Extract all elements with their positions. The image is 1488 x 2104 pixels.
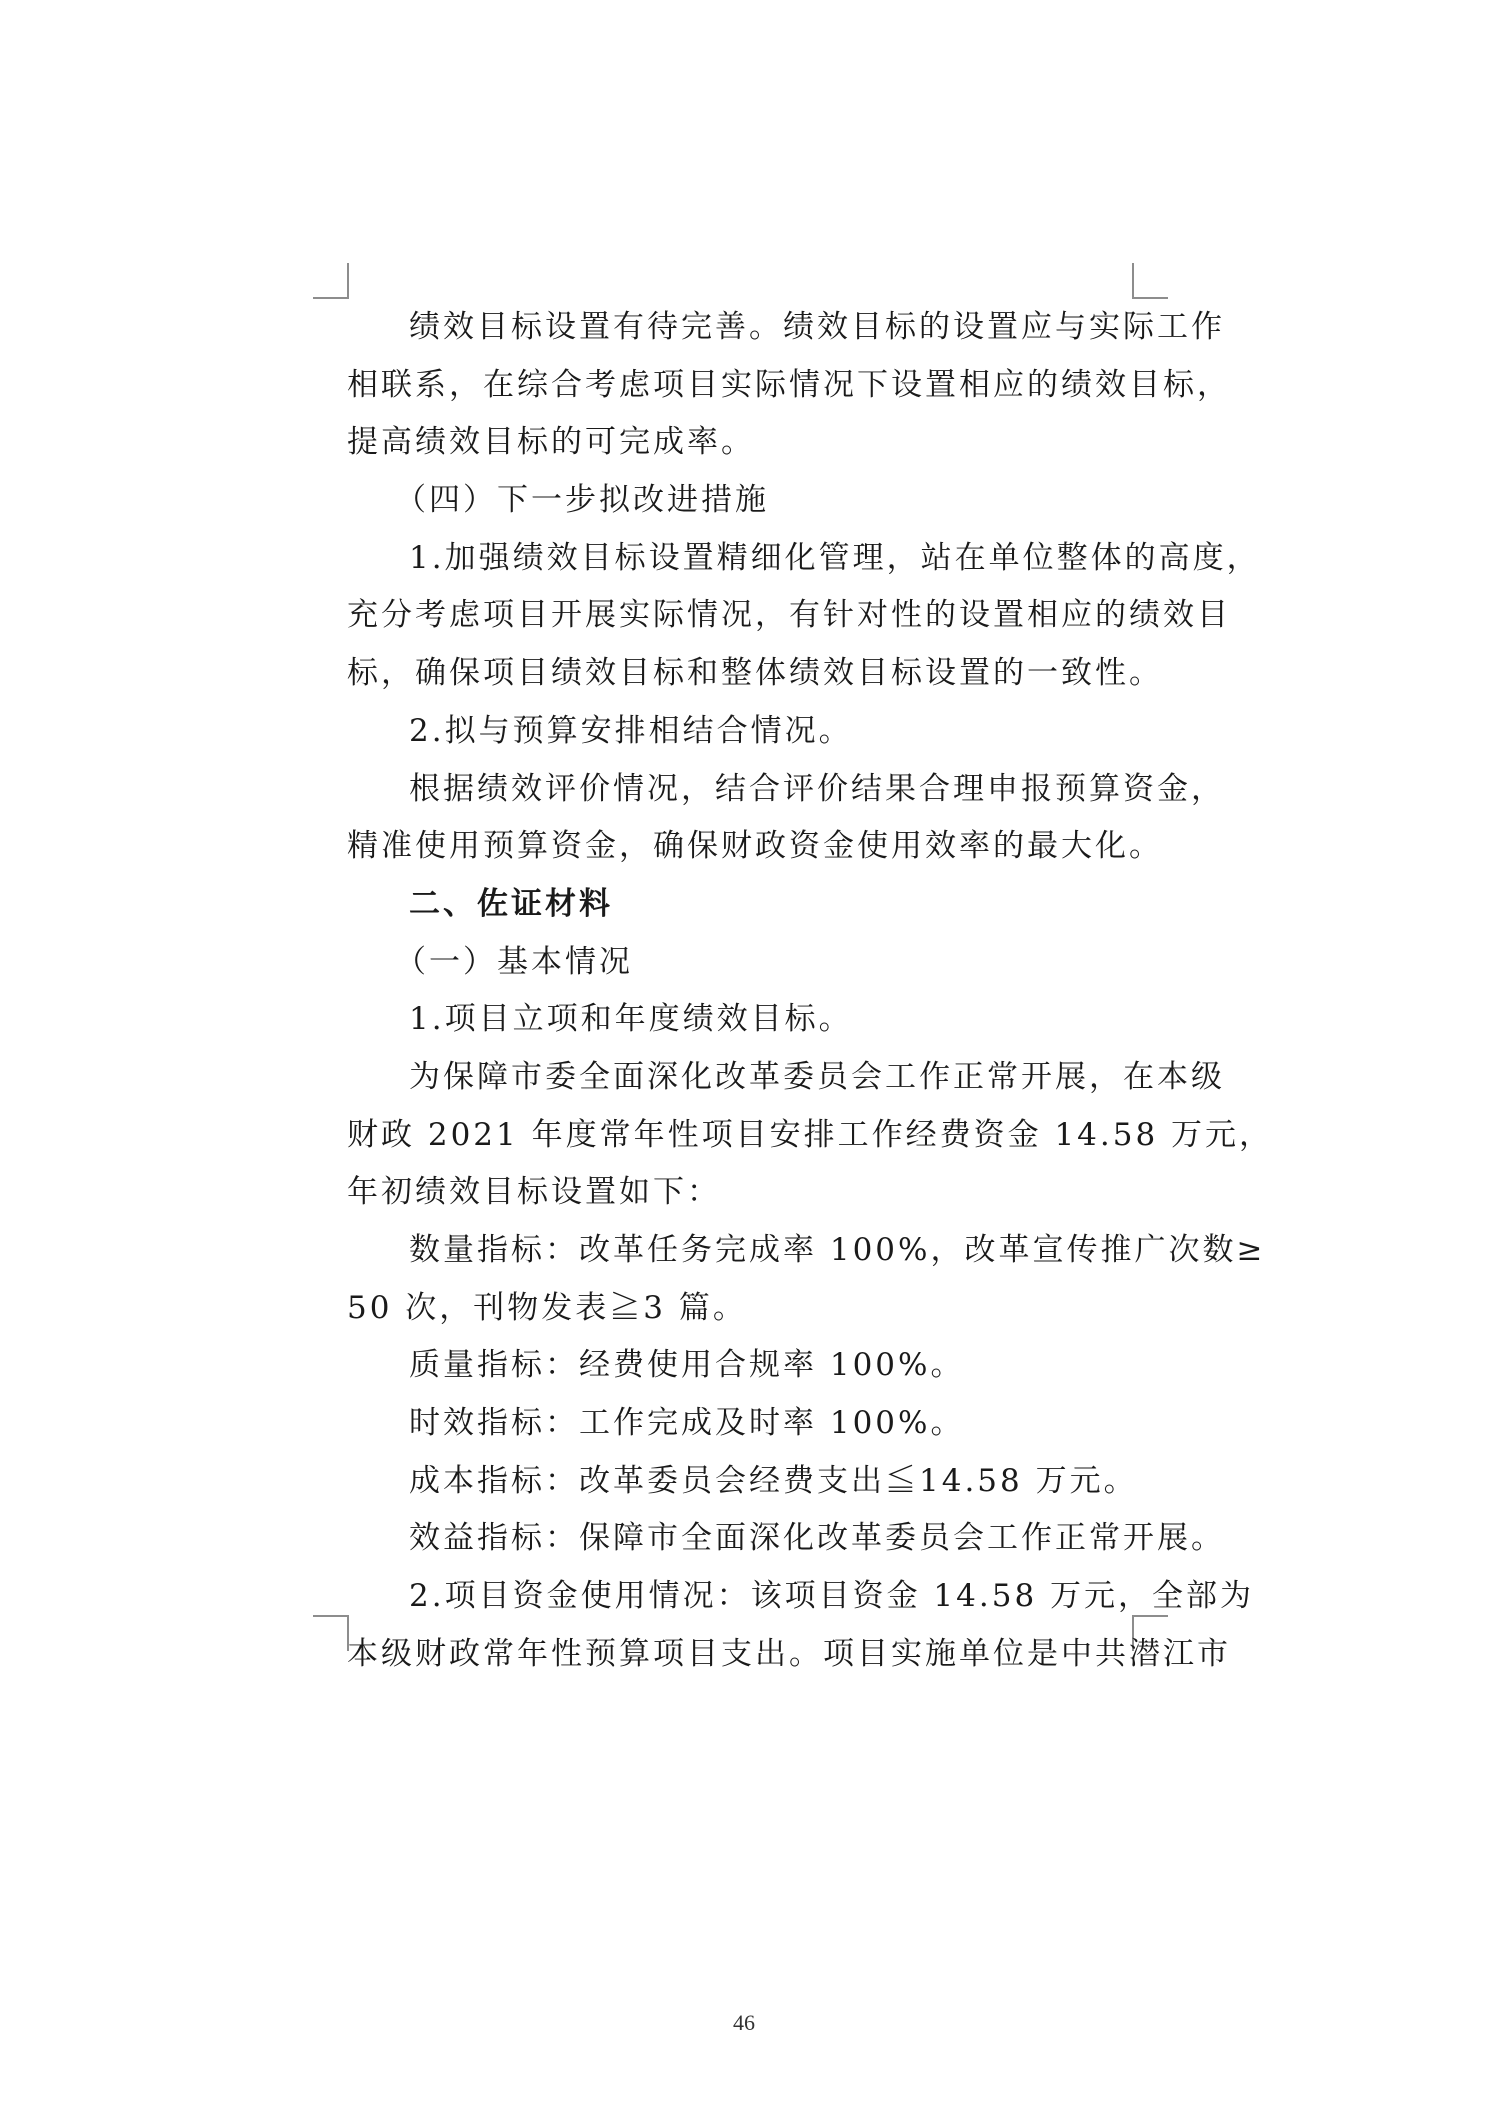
paragraph-line: 时效指标：工作完成及时率 100%。 [409, 1405, 965, 1442]
paragraph-line: 1.项目立项和年度绩效目标。 [409, 1001, 853, 1038]
paragraph-line: 为保障市委全面深化改革委员会工作正常开展，在本级 [409, 1058, 1225, 1095]
subsection-heading-basic-info: （一）基本情况 [395, 943, 633, 980]
paragraph-line: 年初绩效目标设置如下： [347, 1174, 721, 1211]
paragraph-line: 2.项目资金使用情况：该项目资金 14.58 万元，全部为 [409, 1578, 1255, 1615]
crop-mark-top-right [1132, 263, 1168, 299]
paragraph-line: 2.拟与预算安排相结合情况。 [409, 712, 853, 749]
paragraph-line: 本级财政常年性预算项目支出。项目实施单位是中共潜江市 [347, 1635, 1231, 1672]
paragraph-line: 质量指标：经费使用合规率 100%。 [409, 1347, 965, 1384]
paragraph-line: 1.加强绩效目标设置精细化管理，站在单位整体的高度， [409, 539, 1261, 576]
document-body [347, 299, 1274, 1684]
paragraph-line: 标，确保项目绩效目标和整体绩效目标设置的一致性。 [347, 655, 1163, 692]
page-number: 46 [733, 2010, 755, 2035]
paragraph-line: 精准使用预算资金，确保财政资金使用效率的最大化。 [347, 828, 1163, 865]
crop-mark-bottom-left [313, 1615, 349, 1651]
paragraph-line: 相联系，在综合考虑项目实际情况下设置相应的绩效目标， [347, 366, 1231, 403]
paragraph-line: 充分考虑项目开展实际情况，有针对性的设置相应的绩效目 [347, 597, 1231, 634]
paragraph-line: 50 次，刊物发表≧3 篇。 [347, 1289, 747, 1326]
section-heading-improvement: （四）下一步拟改进措施 [395, 482, 769, 519]
paragraph-line: 成本指标：改革委员会经费支出≦14.58 万元。 [409, 1462, 1138, 1499]
paragraph-line: 财政 2021 年度常年性项目安排工作经费资金 14.58 万元， [347, 1116, 1274, 1153]
crop-mark-top-left [313, 263, 349, 299]
paragraph-line: 根据绩效评价情况，结合评价结果合理申报预算资金， [409, 770, 1225, 807]
paragraph-line: 提高绩效目标的可完成率。 [347, 424, 755, 461]
paragraph-line: 绩效目标设置有待完善。绩效目标的设置应与实际工作 [409, 309, 1225, 345]
paragraph-line: 效益指标：保障市全面深化改革委员会工作正常开展。 [409, 1520, 1225, 1557]
section-heading-evidence: 二、佐证材料 [409, 885, 613, 922]
paragraph-line: 数量指标：改革任务完成率 100%，改革宣传推广次数≥ [409, 1232, 1266, 1268]
